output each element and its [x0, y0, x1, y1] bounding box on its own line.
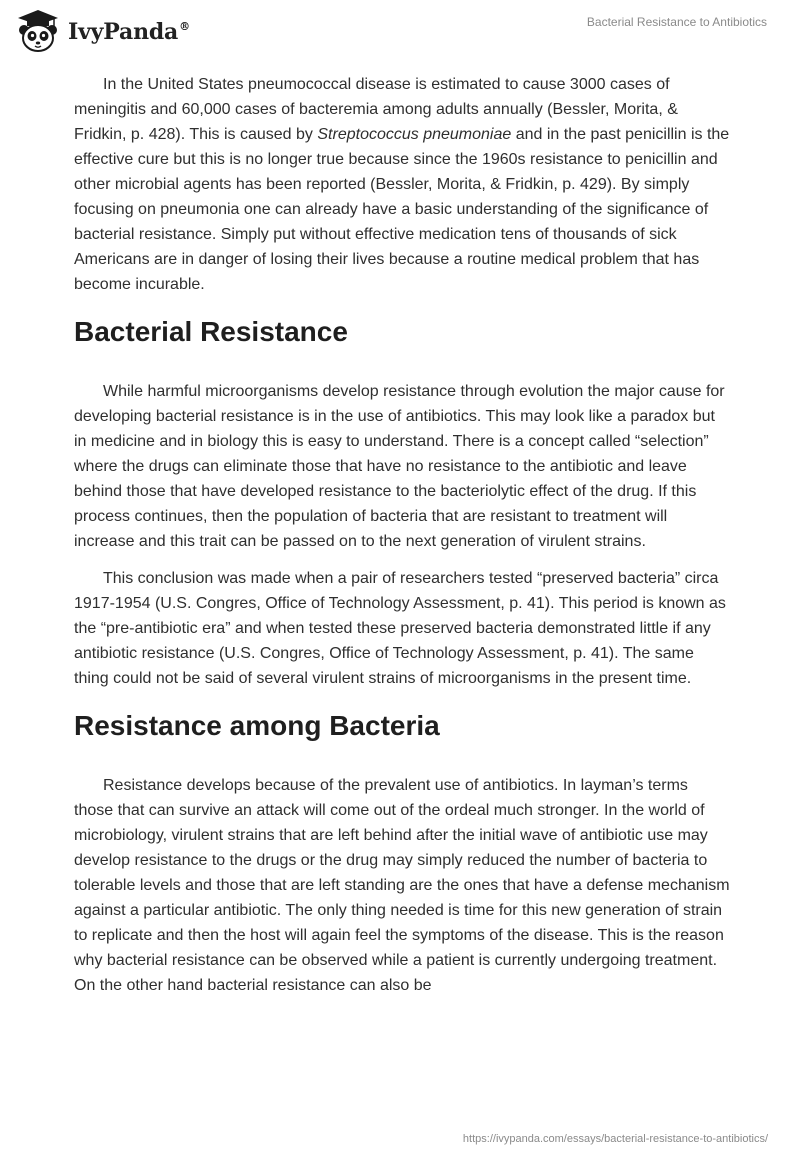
paragraph: In the United States pneumococcal disease is estimated to cause 3000 cases of meningitis and 60,000 cases of bacteremia among adults annually (Bessler, Morita, & Fridkin, p. 428). This is caused by Streptococcus pneumoniae and in the past penicillin is the effective cure but this is no longer true because since the 1960s resistance to penicillin and other microbial agents has been reported (Bessler, Morita, & Fridkin, p. 429). By simply focusing on pneumonia one can already have a basic understanding of the significance of bacterial resistance. Simply put without effective medication tens of thousands of sick Americans are in danger of losing their lives because a routine medical problem that has become incurable. [74, 76, 730, 293]
essay-content [74, 72, 730, 1010]
paragraph: This conclusion was made when a pair of researchers tested “preserved bacteria” circa 1917-1954 (U.S. Congres, Office of Technology Assessment, p. 41). This period is known as the “pre-antibiotic era” and when tested these preserved bacteria demonstrated little if any antibiotic resistance (U.S. Congres, Office of Technology Assessment, p. 41). The same thing could not be said of several virulent strains of microorganisms in the present time. [74, 570, 726, 687]
section-heading: Bacterial Resistance [74, 316, 348, 347]
paragraph: Resistance develops because of the prevalent use of antibiotics. In layman’s terms those that can survive an attack will come out of the ordeal much stronger. In the world of microbiology, virulent strains that are left behind after the initial wave of antibiotic use may develop resistance to the drugs or the drug may simply reduced the number of bacteria to tolerable levels and those that are left standing are the ones that have a defense mechanism against a particular antibiotic. The only thing needed is time for this new generation of strain to replicate and then the host will again feel the symptoms of the disease. This is the reason why bacterial resistance can be observed while a patient is currently undergoing treatment. On the other hand bacterial resistance can also be [74, 777, 730, 994]
paragraph: While harmful microorganisms develop resistance through evolution the major cause for developing bacterial resistance is in the use of antibiotics. This may look like a paradox but in medicine and in biology this is easy to understand. There is a concept called “selection” where the drugs can eliminate those that have no resistance to the antibiotic and leave behind those that have developed resistance to the bacteriolytic effect of the drug. If this process continues, then the population of bacteria that are resistant to treatment will increase and this trait can be passed on to the next generation of virulent strains. [74, 383, 725, 550]
logo[interactable] [14, 8, 190, 54]
species-name: Streptococcus pneumoniae [317, 126, 512, 143]
document-title: Bacterial Resistance to Antibiotics [586, 15, 767, 29]
footer-url[interactable]: https://ivypanda.com/essays/bacterial-resistance-to-antibiotics/ [462, 1133, 768, 1145]
page-header [0, 0, 800, 60]
logo-text: IvyPanda® [68, 19, 190, 45]
panda-logo-icon [14, 8, 62, 54]
section-heading: Resistance among Bacteria [74, 710, 440, 741]
